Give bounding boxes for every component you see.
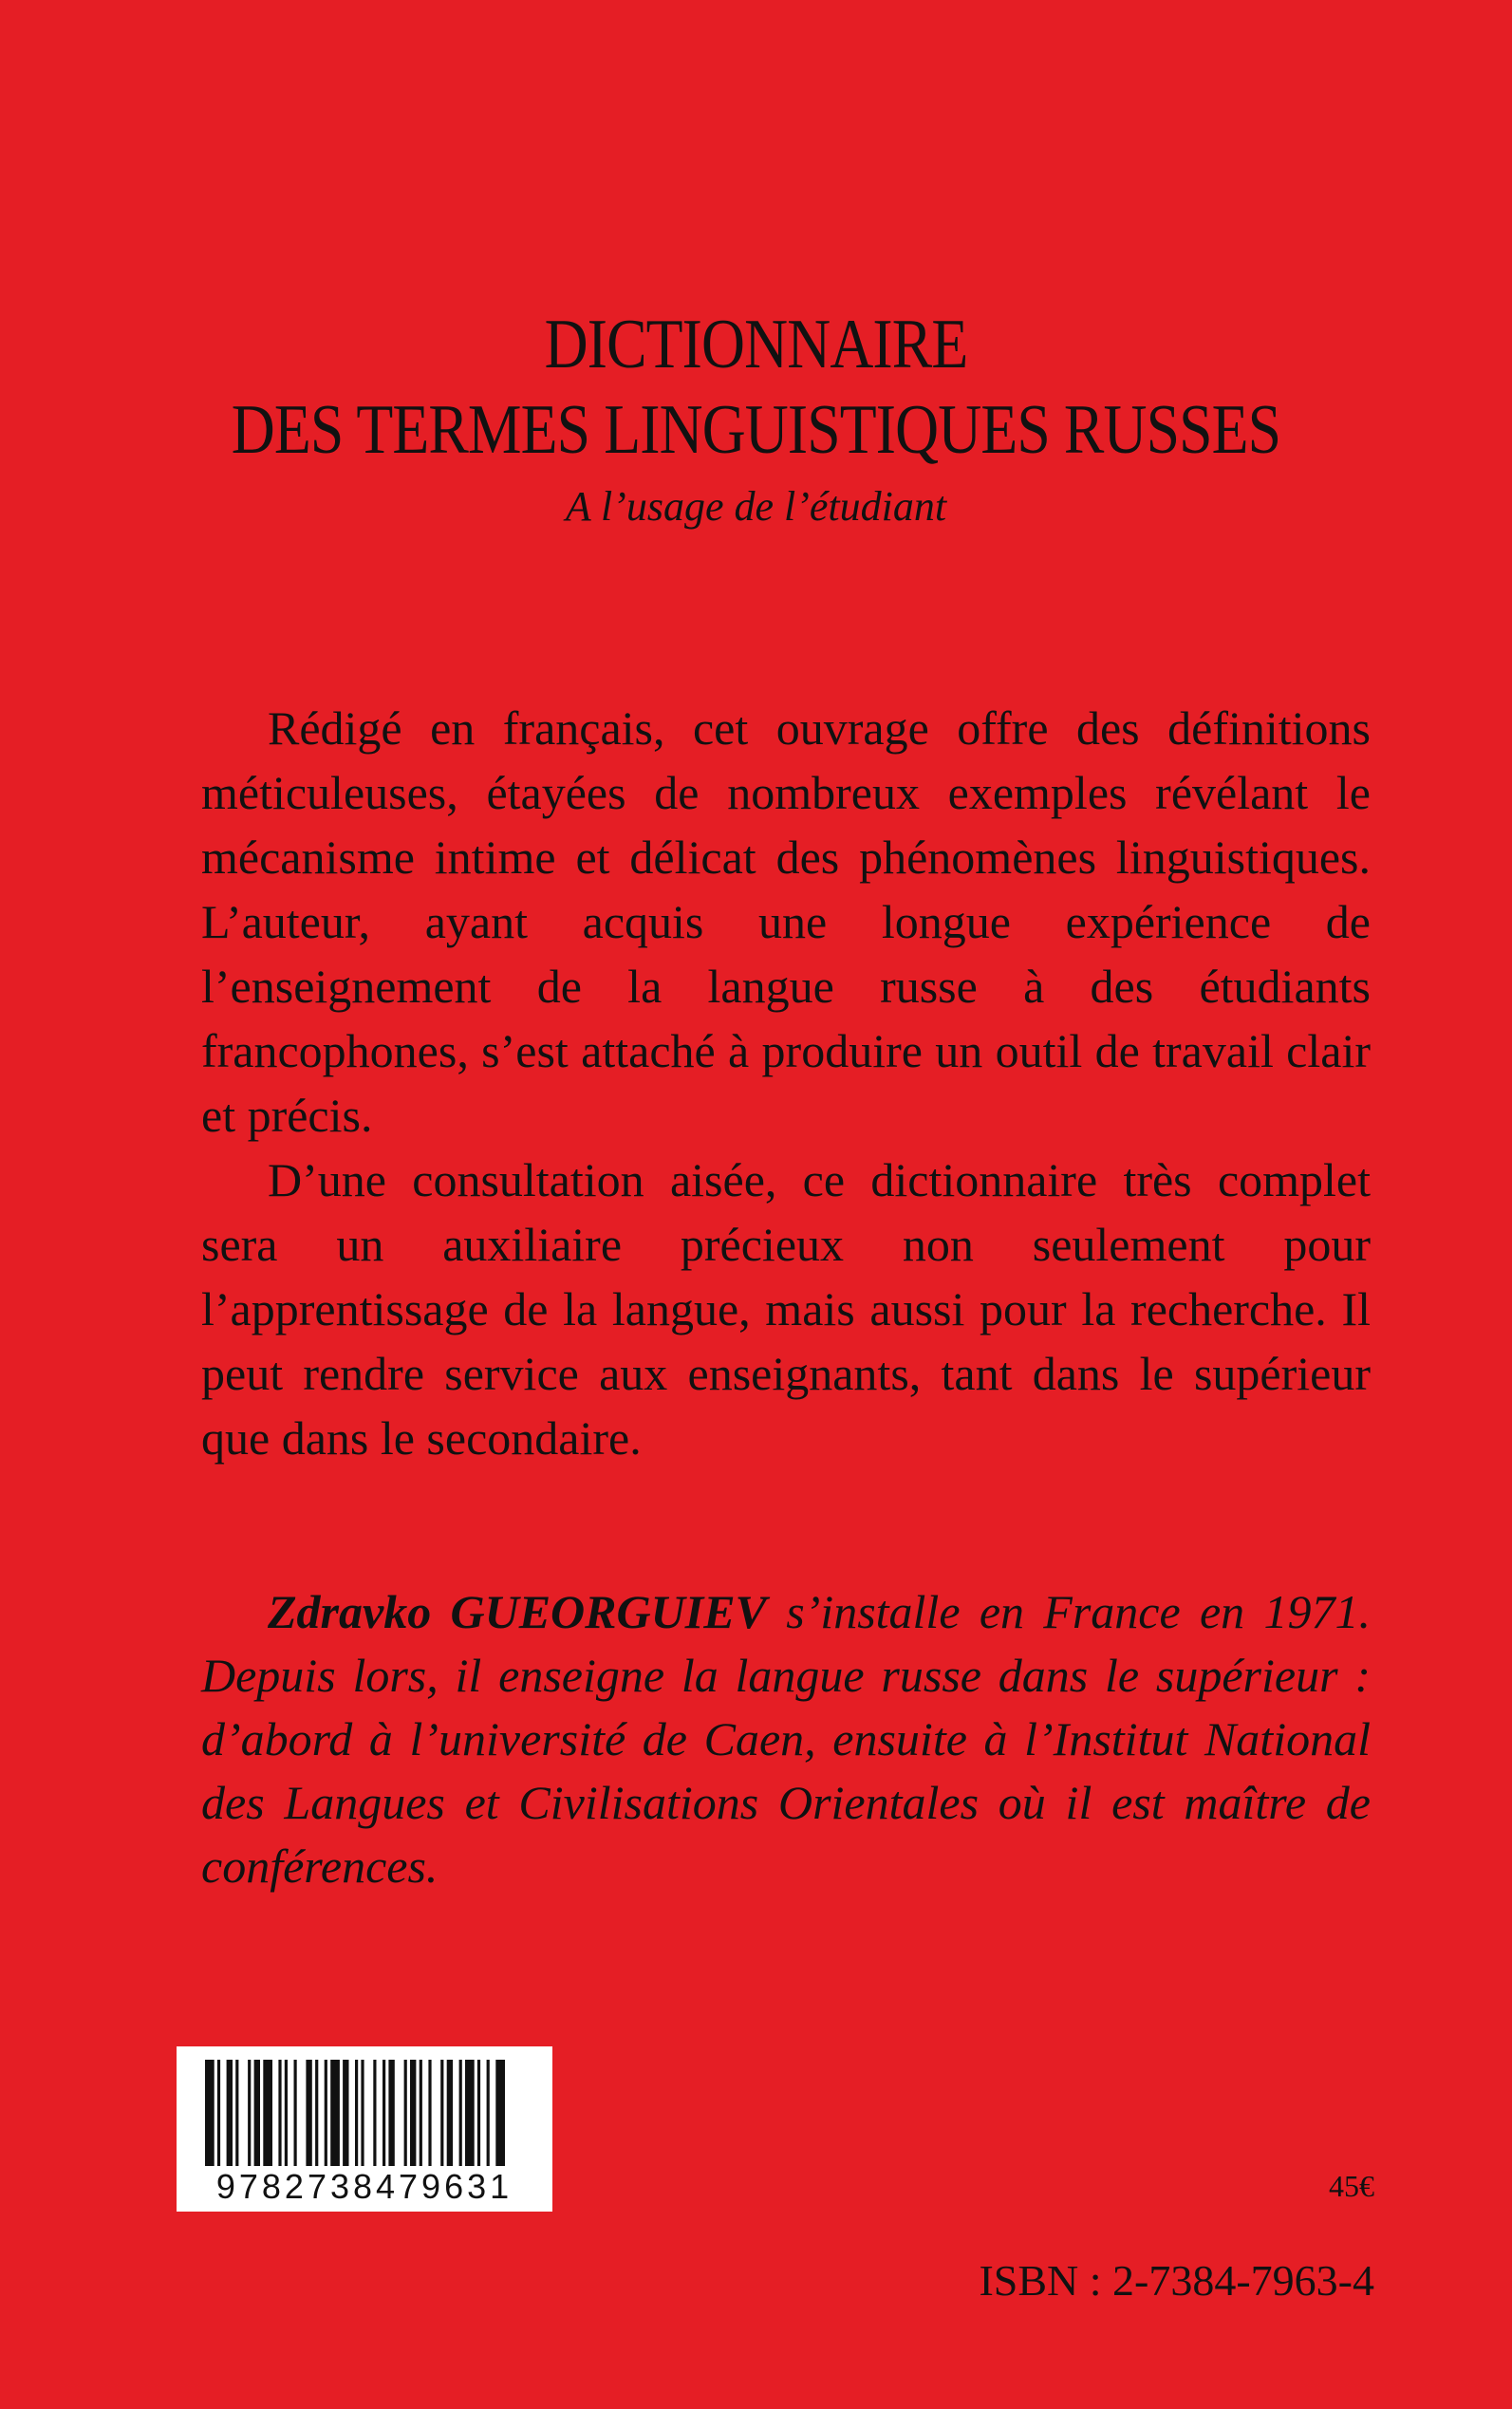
barcode-bar <box>420 2060 422 2166</box>
barcode-bar <box>404 2060 407 2166</box>
barcode-bar <box>315 2060 318 2166</box>
title-line-2: DES TERMES LINGUISTIQUES RUSSES <box>231 391 1281 469</box>
barcode-bar <box>355 2060 358 2166</box>
barcode-bar <box>325 2060 327 2166</box>
blurb-paragraph-1: Rédigé en français, cet ouvrage offre des définitions méticuleuses, étayées de nombreux exemples révélant le mécanisme intime et délicat des phénomènes linguistiques. L’auteur, ayant acquis une longue expérience de l’enseignement de la langue russe à des étudiants francophones, s’est attaché à produire un outil de travail clair et précis. <box>201 701 1371 1142</box>
barcode-bar <box>205 2060 215 2166</box>
barcode-bar <box>254 2060 260 2166</box>
barcode-bar <box>361 2060 364 2166</box>
author-name: Zdravko GUEORGUIEV <box>268 1585 767 1638</box>
barcode-bar <box>235 2060 238 2166</box>
barcode-bar <box>495 2060 505 2166</box>
title-line-1: DICTIONNAIRE <box>544 306 968 383</box>
barcode-bar <box>285 2060 288 2166</box>
barcode-bar <box>373 2060 376 2166</box>
barcode <box>177 2046 552 2212</box>
blurb <box>201 696 1371 1470</box>
isbn: ISBN : 2-7384-7963-4 <box>979 2256 1374 2305</box>
barcode-bar <box>227 2060 233 2166</box>
barcode-bar <box>410 2060 416 2166</box>
barcode-digits: 9782738479631 <box>215 2167 513 2206</box>
barcode-bar <box>428 2060 431 2166</box>
title-block <box>0 302 1512 535</box>
blurb-paragraph-2: D’une consultation aisée, ce dictionnaire très complet sera un auxiliaire précieux non seulement pour l’apprentissage de la langue, mais aussi pour la recherche. Il peut rendre service aux enseignants, tant dans le supérieur que dans le secondaire. <box>201 1153 1371 1465</box>
barcode-bar <box>306 2060 311 2166</box>
barcode-bar <box>477 2060 480 2166</box>
barcode-bar <box>343 2060 348 2166</box>
price: 45€ <box>1329 2169 1374 2203</box>
barcode-bar <box>465 2060 475 2166</box>
barcode-bar <box>388 2060 394 2166</box>
barcode-bar <box>383 2060 385 2166</box>
barcode-bar <box>459 2060 462 2166</box>
subtitle: A l’usage de l’étudiant <box>565 483 947 530</box>
barcode-bar <box>263 2060 272 2166</box>
barcode-bar <box>487 2060 490 2166</box>
author-bio-paragraph <box>201 1580 1371 1898</box>
barcode-bar <box>248 2060 251 2166</box>
barcode-bar <box>440 2060 443 2166</box>
author-bio <box>201 1580 1371 1898</box>
barcode-bar <box>278 2060 281 2166</box>
barcode-bar <box>294 2060 297 2166</box>
barcode-bar <box>217 2060 220 2166</box>
barcode-bar <box>330 2060 340 2166</box>
author-bio-text: s’installe en France en 1971. Depuis lors, il enseigne la langue russe dans le supérieur : d’abord à l’université de Caen, ensuite à l’Institut National des Langues et Civilisations Orientales où il est maître de conférences. <box>201 1585 1371 1893</box>
barcode-bar <box>447 2060 453 2166</box>
